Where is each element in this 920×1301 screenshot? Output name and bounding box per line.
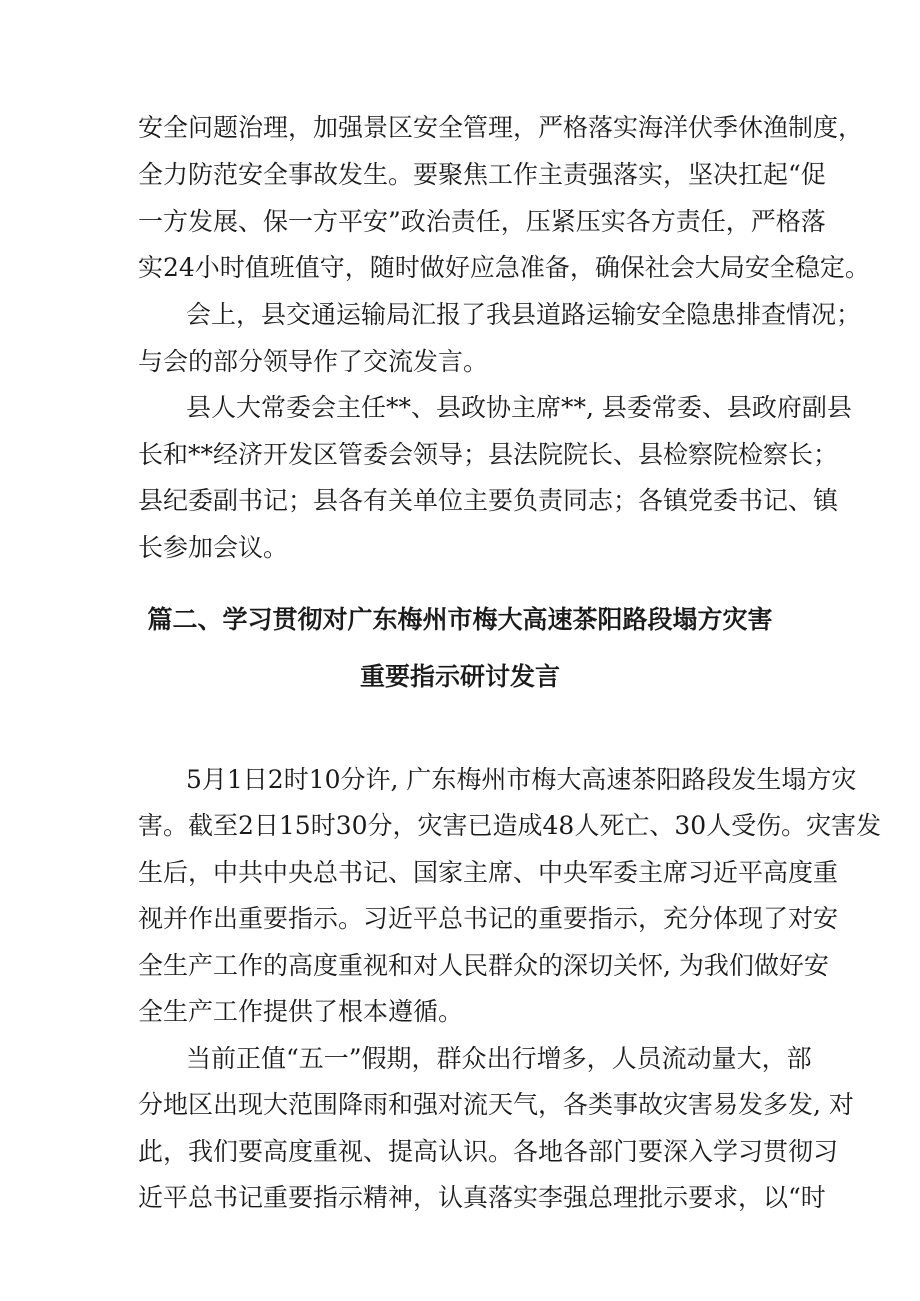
body-text-line: 会上，县交通运输局汇报了我县道路运输安全隐患排查情况；	[186, 300, 862, 329]
body-text-line: 县人大常委会主任**、县政协主席**, 县委常委、县政府副县	[186, 393, 852, 422]
body-text-line: 5月1日2时10分许, 广东梅州市梅大高速茶阳路段发生塌方灾	[186, 765, 857, 794]
body-text-line: 全生产工作的高度重视和对人民群众的深切关怀, 为我们做好安	[138, 951, 829, 980]
body-text-line: 分地区出现大范围降雨和强对流天气，各类事故灾害易发多发, 对	[138, 1090, 854, 1119]
body-text-line: 害。截至2日15时30分，灾害已造成48人死亡、30人受伤。灾害发	[138, 811, 882, 840]
body-text-line: 长参加会议。	[138, 533, 289, 562]
body-text-line: 一方发展、保一方平安”政治责任，压紧压实各方责任，严格落	[138, 207, 826, 236]
body-text-line: 与会的部分领导作了交流发言。	[138, 347, 489, 376]
body-text-line: 此，我们要高度重视、提高认识。各地各部门要深入学习贯彻习	[138, 1137, 839, 1166]
section-heading: 重要指示研讨发言	[359, 662, 560, 691]
body-text-line: 生后，中共中央总书记、国家主席、中央军委主席习近平高度重	[138, 858, 839, 887]
body-text-line: 近平总书记重要指示精神，认真落实李强总理批示要求，以“时	[138, 1183, 826, 1212]
body-text-line: 长和**经济开发区管委会领导；县法院院长、县检察院检察长；	[138, 440, 839, 469]
section-heading: 篇二、学习贯彻对广东梅州市梅大高速茶阳路段塌方灾害	[147, 605, 773, 634]
body-text-line: 安全问题治理，加强景区安全管理，严格落实海洋伏季休渔制度，	[138, 113, 864, 142]
body-text-line: 全生产工作提供了根本遵循。	[138, 997, 464, 1026]
body-text-line: 全力防范安全事故发生。要聚焦工作主责强落实，坚决扛起“促	[138, 160, 826, 189]
body-text-line: 县纪委副书记；县各有关单位主要负责同志；各镇党委书记、镇	[138, 486, 839, 515]
body-text-line: 实24小时值班值守，随时做好应急准备，确保社会大局安全稳定。	[138, 253, 870, 282]
body-text-line: 视并作出重要指示。习近平总书记的重要指示，充分体现了对安	[138, 904, 839, 933]
body-text-line: 当前正值“五一”假期，群众出行增多，人员流动量大，部	[186, 1044, 812, 1073]
